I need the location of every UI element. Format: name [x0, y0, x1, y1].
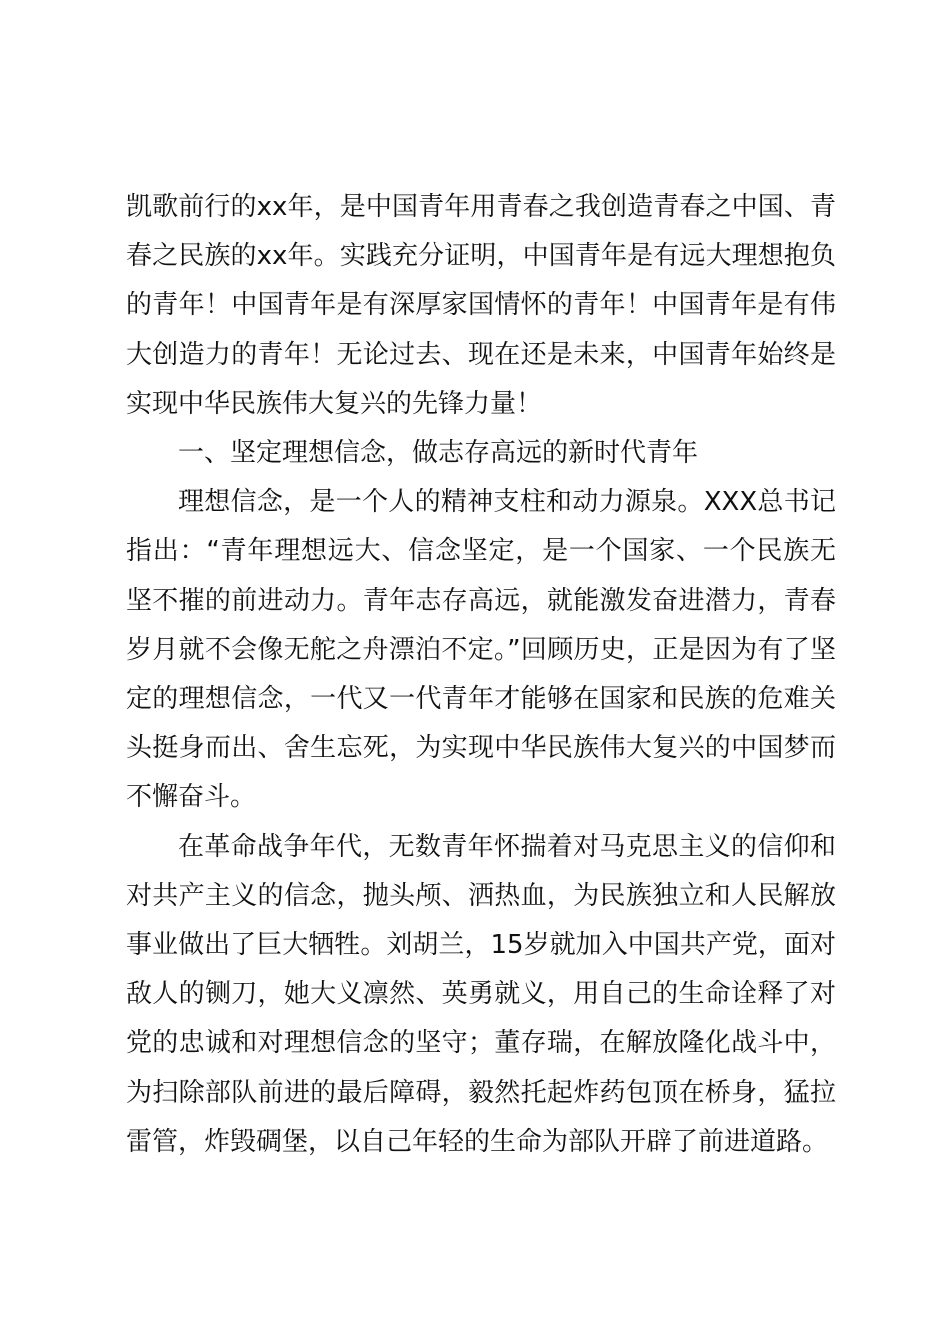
paragraph-revolution: 在革命战争年代，无数青年怀揣着对马克思主义的信仰和对共产主义的信念，抛头颅、洒热血，为民族独立和人民解放事业做出了巨大牺牲。刘胡兰，15岁就加入中国共产党，面对敌人的铡刀，她大义凛然、英勇就义，用自己的生命诠释了对党的忠诚和对理想信念的坚守；董存瑞，在解放隆化战斗中，为扫除部队前进的最后障碍，毅然托起炸药包顶在桥身，猛拉雷管，炸毁碉堡，以自己年轻的生命为部队开辟了前进道路。	[126, 831, 836, 1157]
section-heading: 一、坚定理想信念，做志存高远的新时代青年	[178, 438, 699, 469]
paragraph-ideals: 理想信念，是一个人的精神支柱和动力源泉。XXX总书记指出：“青年理想远大、信念坚定，是一个国家、一个民族无坚不摧的前进动力。青年志存高远，就能激发奋进潜力，青春岁月就不会像无舵之舟漂泊不定。”回顾历史，正是因为有了坚定的理想信念，一代又一代青年才能够在国家和民族的危难关头挺身而出、舍生忘死，为实现中华民族伟大复兴的中国梦而不懈奋斗。	[126, 487, 836, 813]
paragraph-intro: 凯歌前行的xx年，是中国青年用青春之我创造青春之中国、青春之民族的xx年。实践充分证明，中国青年是有远大理想抱负的青年！中国青年是有深厚家国情怀的青年！中国青年是有伟大创造力的青年！无论过去、现在还是未来，中国青年始终是实现中华民族伟大复兴的先锋力量！	[126, 192, 836, 419]
document-body	[126, 183, 836, 1167]
